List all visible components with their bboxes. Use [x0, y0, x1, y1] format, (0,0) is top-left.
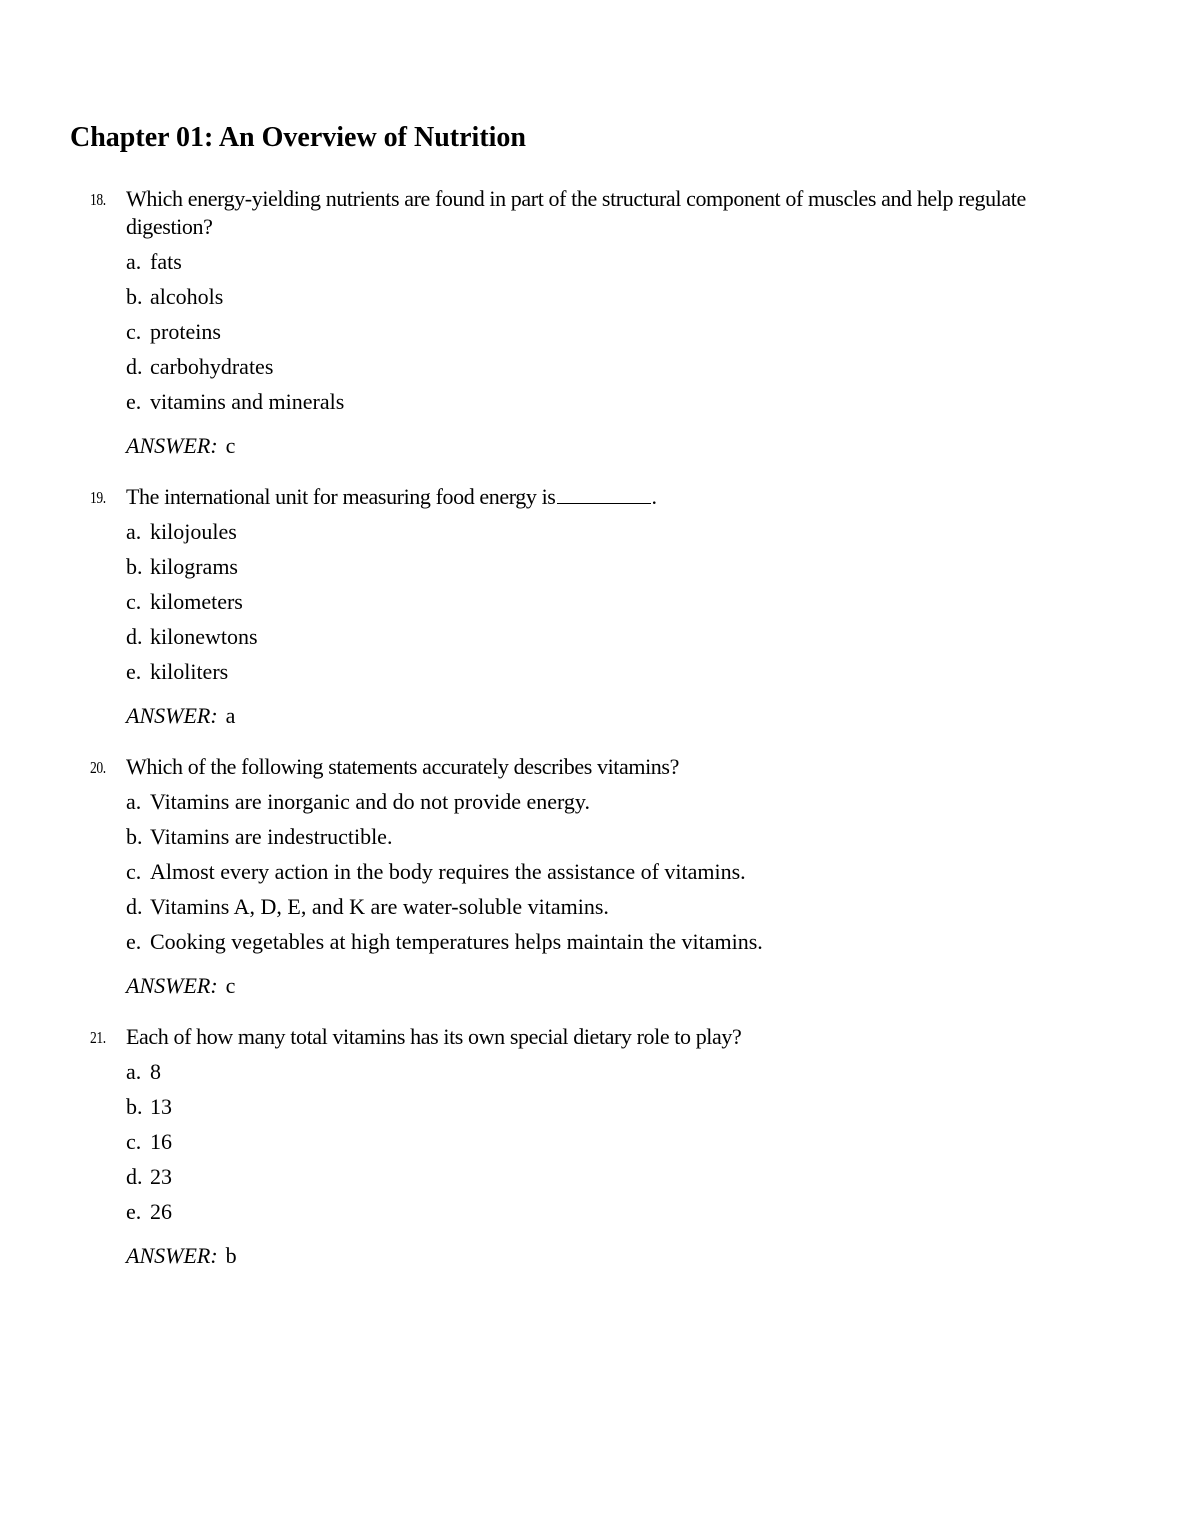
- option-text: vitamins and minerals: [150, 389, 345, 414]
- option-d: [126, 619, 1190, 654]
- option-text: proteins: [150, 319, 221, 344]
- question-stem-end: .: [651, 484, 657, 509]
- option-letter: b.: [126, 284, 143, 309]
- question-stem-line: [126, 483, 1061, 511]
- option-letter: e.: [126, 1199, 142, 1224]
- option-text: 23: [150, 1164, 172, 1189]
- question-number: 18.: [90, 190, 106, 209]
- option-c: [126, 584, 1190, 619]
- question-header: [0, 1023, 1190, 1051]
- question-stem: Which energy-yielding nutrients are found in part of the structural component of muscles and help regulate digestion?: [126, 186, 1026, 239]
- option-letter: c.: [126, 1129, 142, 1154]
- question-21: [0, 1023, 1190, 1270]
- answer-line: [126, 702, 1190, 730]
- option-text: Vitamins are inorganic and do not provide energy.: [150, 789, 590, 814]
- option-text: 26: [150, 1199, 172, 1224]
- question-header: [0, 185, 1190, 241]
- option-letter: a.: [126, 519, 142, 544]
- option-text: kiloliters: [150, 659, 229, 684]
- option-b: [126, 1089, 1190, 1124]
- answer-label: ANSWER:: [126, 973, 218, 998]
- answer-value: c: [225, 973, 236, 998]
- option-c: [126, 854, 1190, 889]
- option-text: Almost every action in the body requires the assistance of vitamins.: [150, 859, 746, 884]
- option-text: 13: [150, 1094, 172, 1119]
- option-d: [126, 1159, 1190, 1194]
- option-c: [126, 1124, 1190, 1159]
- option-letter: b.: [126, 824, 143, 849]
- question-20: [0, 753, 1190, 1000]
- option-e: [126, 924, 1190, 959]
- question-number: 20.: [90, 758, 106, 777]
- option-letter: d.: [126, 894, 143, 919]
- option-list: [126, 514, 1190, 689]
- option-text: kilonewtons: [150, 624, 258, 649]
- option-letter: a.: [126, 1059, 142, 1084]
- answer-value: a: [225, 703, 236, 728]
- question-header: [0, 483, 1190, 511]
- option-b: [126, 819, 1190, 854]
- option-d: [126, 889, 1190, 924]
- answer-value: b: [225, 1243, 237, 1268]
- option-letter: b.: [126, 554, 143, 579]
- option-text: kilograms: [150, 554, 238, 579]
- option-list: [126, 1054, 1190, 1229]
- option-text: fats: [150, 249, 182, 274]
- option-list: [126, 784, 1190, 959]
- question-header: [0, 753, 1190, 781]
- option-letter: a.: [126, 789, 142, 814]
- option-letter: d.: [126, 624, 143, 649]
- answer-label: ANSWER:: [126, 1243, 218, 1268]
- question-stem: The international unit for measuring food energy is: [126, 484, 556, 509]
- option-letter: d.: [126, 354, 143, 379]
- option-text: 8: [150, 1059, 161, 1084]
- answer-line: [126, 432, 1190, 460]
- option-c: [126, 314, 1190, 349]
- answer-value: c: [225, 433, 236, 458]
- option-letter: c.: [126, 589, 142, 614]
- answer-line: [126, 1242, 1190, 1270]
- option-letter: b.: [126, 1094, 143, 1119]
- question-number: 19.: [90, 488, 106, 507]
- option-d: [126, 349, 1190, 384]
- option-e: [126, 654, 1190, 689]
- question-19: [0, 483, 1190, 730]
- option-text: Vitamins are indestructible.: [150, 824, 393, 849]
- option-e: [126, 384, 1190, 419]
- answer-label: ANSWER:: [126, 703, 218, 728]
- question-number: 21.: [90, 1028, 106, 1047]
- option-text: Vitamins A, D, E, and K are water-soluble vitamins.: [150, 894, 609, 919]
- option-a: [126, 514, 1190, 549]
- option-a: [126, 1054, 1190, 1089]
- option-text: 16: [150, 1129, 172, 1154]
- fill-in-blank: [557, 485, 651, 504]
- option-a: [126, 244, 1190, 279]
- option-letter: e.: [126, 389, 142, 414]
- option-text: Cooking vegetables at high temperatures helps maintain the vitamins.: [150, 929, 763, 954]
- option-b: [126, 279, 1190, 314]
- option-letter: e.: [126, 929, 142, 954]
- option-b: [126, 549, 1190, 584]
- option-e: [126, 1194, 1190, 1229]
- option-letter: e.: [126, 659, 142, 684]
- answer-line: [126, 972, 1190, 1000]
- question-stem: Each of how many total vitamins has its own special dietary role to play?: [126, 1024, 742, 1049]
- option-letter: d.: [126, 1164, 143, 1189]
- option-text: kilometers: [150, 589, 243, 614]
- question-stem: Which of the following statements accurately describes vitamins?: [126, 754, 679, 779]
- option-a: [126, 784, 1190, 819]
- option-letter: c.: [126, 859, 142, 884]
- option-text: kilojoules: [150, 519, 237, 544]
- question-18: [0, 185, 1190, 460]
- answer-label: ANSWER:: [126, 433, 218, 458]
- option-letter: a.: [126, 249, 142, 274]
- option-text: carbohydrates: [150, 354, 274, 379]
- chapter-title: Chapter 01: An Overview of Nutrition: [70, 122, 526, 153]
- option-text: alcohols: [150, 284, 224, 309]
- option-list: [126, 244, 1190, 419]
- option-letter: c.: [126, 319, 142, 344]
